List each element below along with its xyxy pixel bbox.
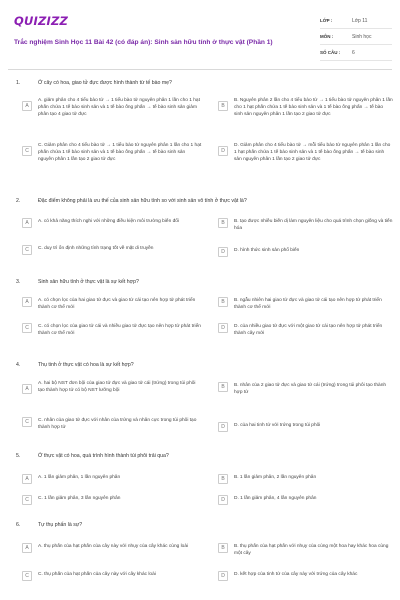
option-d[interactable] <box>218 323 393 337</box>
option-a[interactable] <box>22 474 202 484</box>
meta-row-count <box>320 45 392 61</box>
question-2 <box>8 198 392 278</box>
option-text: C. thụ phấn của hạt phấn của cây này với cây khác loài <box>38 572 156 577</box>
option-letter: A <box>22 101 32 111</box>
option-letter: B <box>218 297 228 307</box>
option-text: A. thụ phấn của hạt phấn của cây này với nhụy của cây khác cùng loài <box>38 544 189 549</box>
option-letter: B <box>218 218 228 228</box>
document-header <box>8 8 392 66</box>
option-a[interactable] <box>22 97 202 119</box>
question-5 <box>8 453 392 515</box>
option-letter: A <box>22 543 32 553</box>
option-text: B. 1 lần giảm phân, 2 lần nguyên phân <box>234 475 317 480</box>
option-d[interactable] <box>218 142 393 164</box>
question-number: 1. <box>16 80 21 86</box>
option-text: D. 1 lần giảm phân, 4 lần nguyên phân <box>234 496 317 501</box>
option-letter: A <box>22 218 32 228</box>
question-text <box>16 362 134 368</box>
option-text: B. nhân của 2 giao tử đực và giao tử cái (trứng) trong túi phôi tạo thành hợp tử <box>234 383 387 396</box>
question-prompt: Ở thực vật có hoa, quá trình hình thành túi phôi trải qua? <box>38 453 169 459</box>
option-letter: C <box>22 245 32 255</box>
option-c[interactable] <box>22 495 202 505</box>
option-letter: C <box>22 323 32 333</box>
question-prompt: Tự thụ phấn là sự? <box>38 522 83 528</box>
option-d[interactable] <box>218 422 393 432</box>
option-a[interactable] <box>22 218 202 228</box>
option-letter: B <box>218 101 228 111</box>
option-letter: B <box>218 543 228 553</box>
question-number: 4. <box>16 362 21 368</box>
option-letter: D <box>218 422 228 432</box>
option-b[interactable] <box>218 97 393 119</box>
question-text <box>16 453 169 459</box>
option-letter: D <box>218 247 228 257</box>
question-1 <box>8 80 392 190</box>
option-text: C. duy trì ổn định những tính trạng tốt về mặt di truyền <box>38 246 154 251</box>
option-letter: C <box>22 571 32 581</box>
question-6 <box>8 522 392 597</box>
question-prompt: Thụ tinh ở thực vật có hoa là sự kết hợp? <box>38 362 134 368</box>
option-text: B. ngẫu nhiên hai giao tử đực và giao tử cái tạo nên hợp tử phát triển thành cơ thể mới <box>234 298 382 311</box>
option-text: D. của nhiều giao tử đực với một giao tử cái tạo nên hợp tử phát triển thành cây mới <box>234 324 383 337</box>
option-text: C. có chọn lọc của giao tử cái và nhiều giao tử đực tạo nên hợp tử phát triển thành cơ thể mới <box>38 324 201 337</box>
option-text: A. 1 lần giảm phân, 1 lần nguyên phân <box>38 475 121 480</box>
meta-row-subject <box>320 29 392 45</box>
option-text: D. kết hợp của tinh tử của cây này với trứng của cây khác <box>234 572 358 577</box>
meta-value: Sinh học <box>352 33 372 40</box>
option-text: D. của hai tinh tử với trứng trong túi phôi <box>234 423 321 428</box>
option-d[interactable] <box>218 495 393 505</box>
option-letter: A <box>22 384 32 394</box>
option-b[interactable] <box>218 382 393 396</box>
header-divider <box>8 69 392 70</box>
option-a[interactable] <box>22 380 202 394</box>
option-b[interactable] <box>218 297 393 311</box>
option-text: A. hai bộ NST đơn bội của giao tử đực và giao tử cái (trứng) trong túi phôi tạo thành hợp tử có bộ NST lưỡng bội <box>38 381 196 394</box>
option-letter: D <box>218 323 228 333</box>
quizizz-logo: QUIZIZZ <box>14 14 69 28</box>
option-letter: C <box>22 146 32 156</box>
question-number: 6. <box>16 522 21 528</box>
question-number: 2. <box>16 198 21 204</box>
question-number: 3. <box>16 279 21 285</box>
option-d[interactable] <box>218 247 393 257</box>
option-text: A. giảm phân cho 4 tiểu bào tử → 1 tiểu bào tử nguyên phân 1 lần cho 1 hạt phấn chứa 1 tế bào sinh sản và 1 tế bào ống phấn → tế bào sinh sản giảm phân tạo 4 giao tử đực <box>38 98 200 118</box>
option-letter: B <box>218 382 228 392</box>
option-letter: A <box>22 474 32 484</box>
page-title: Trắc nghiệm Sinh Học 11 Bài 42 (có đáp án): Sinh sản hữu tính ở thực vật (Phần 1) <box>14 39 273 46</box>
question-4 <box>8 362 392 447</box>
option-letter: A <box>22 297 32 307</box>
meta-table <box>320 13 392 61</box>
option-b[interactable] <box>218 218 393 232</box>
option-a[interactable] <box>22 297 202 311</box>
option-b[interactable] <box>218 543 393 557</box>
option-c[interactable] <box>22 417 202 431</box>
meta-value: 6 <box>352 49 355 56</box>
meta-row-class <box>320 13 392 29</box>
question-prompt: Đặc điểm không phải là ưu thế của sinh sản hữu tính so với sinh sản vô tính ở thực vật là? <box>38 198 247 204</box>
option-letter: D <box>218 146 228 156</box>
meta-key: MÔN : <box>320 34 334 39</box>
meta-key: SỐ CÂU : <box>320 50 341 55</box>
option-text: B. Nguyên phân 2 lần cho 4 tiểu bào tử → 1 tiểu bào tử nguyên phân 1 lần cho 1 hạt phấn chứa 1 tế bào sinh sản và 1 tế bào ống phấn → tế bào sinh sản nguyên phân 1 lần tạo 2 giao tử đực <box>234 98 393 118</box>
question-text <box>16 522 82 528</box>
option-letter: C <box>22 417 32 427</box>
option-letter: D <box>218 495 228 505</box>
question-number: 5. <box>16 453 21 459</box>
option-text: B. tạo được nhiều biến dị làm nguyên liệu cho quá trình chọn giống và tiến hóa <box>234 219 393 232</box>
question-3 <box>8 279 392 359</box>
option-text: B. thụ phấn của hạt phấn với nhụy của cùng một hoa hay khác hoa cùng một cây <box>234 544 389 557</box>
option-a[interactable] <box>22 543 202 553</box>
option-c[interactable] <box>22 323 202 337</box>
meta-value: Lớp 11 <box>352 17 368 24</box>
option-text: A. có chọn lọc của hai giao tử đực và giao tử cái tạo nên hợp tử phát triển thành cơ thể mới <box>38 298 196 311</box>
question-text <box>16 80 172 86</box>
question-text <box>16 198 247 204</box>
question-text <box>16 279 139 285</box>
meta-key: LỚP : <box>320 18 333 23</box>
option-text: C. 1 lần giảm phân, 3 lần nguyên phân <box>38 496 121 501</box>
option-letter: C <box>22 495 32 505</box>
option-text: C. Giảm phân cho 4 tiểu bào tử → 1 tiểu bào tử nguyên phân 1 lần cho 1 hạt phấn chứa 1 tế bào sinh sản và 1 tế bào ống phấn → tế bào sinh sản nguyên phân 1 lần tạo 2 giao tử đực <box>38 143 202 163</box>
question-prompt: Ở cây có hoa, giao tử đực được hình thành từ tế bào mẹ? <box>38 80 172 86</box>
question-prompt: Sinh sản hữu tính ở thực vật là sự kết hợp? <box>38 279 139 285</box>
option-text: D. hình thức sinh sản phổ biến <box>234 248 300 253</box>
option-text: C. nhân của giao tử đực với nhân của trứng và nhân cực trong túi phôi tạo thành hợp tử <box>38 418 197 431</box>
option-d[interactable] <box>218 571 393 581</box>
option-c[interactable] <box>22 142 202 164</box>
option-text: A. có khả năng thích nghi với những điều kiện môi trường biến đổi <box>38 219 179 224</box>
option-c[interactable] <box>22 571 202 581</box>
option-text: D. Giảm phân cho 4 tiểu bào tử → mỗi tiểu bào tử nguyên phân 1 lần cho 1 hạt phấn chứa 1 tế bào sinh sản và 1 tế bào ống phấn → tế bào sinh sản nguyên phân 1 lần tạo 2 giao tử đực <box>234 143 391 163</box>
option-letter: B <box>218 474 228 484</box>
option-c[interactable] <box>22 245 202 255</box>
option-letter: D <box>218 571 228 581</box>
option-b[interactable] <box>218 474 393 484</box>
